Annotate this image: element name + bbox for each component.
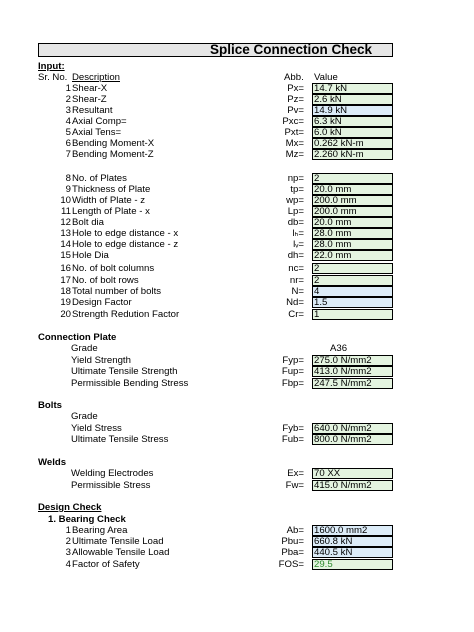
value-cell[interactable]: 200.0 mm — [312, 195, 393, 206]
row-abbreviation: Lp= — [287, 206, 304, 217]
row-description: Bending Moment-Z — [72, 149, 154, 160]
row-abbreviation: Fw= — [285, 480, 304, 491]
row-abbreviation: Pbu= — [281, 536, 304, 547]
row-abbreviation: Ab= — [286, 525, 304, 536]
row-number: 12 — [60, 217, 71, 228]
row-number: 1 — [65, 83, 71, 94]
row-description: No. of bolt rows — [72, 275, 139, 286]
row-description: Design Factor — [72, 297, 132, 308]
row-abbreviation: Fub= — [281, 434, 304, 445]
row-number: 17 — [60, 275, 71, 286]
row-abbreviation: tp= — [290, 184, 304, 195]
row-abbreviation: Pxt= — [284, 127, 304, 138]
value-cell[interactable]: 22.0 mm — [312, 250, 393, 261]
row-number: 8 — [65, 173, 71, 184]
value-cell[interactable]: 6.0 kN — [312, 127, 393, 138]
row-abbreviation: lₕ= — [292, 228, 304, 239]
row-description: Ultimate Tensile Stress — [71, 434, 169, 445]
row-description: Permissible Bending Stress — [71, 378, 189, 389]
value-cell[interactable]: 20.0 mm — [312, 184, 393, 195]
value-cell[interactable]: 2 — [312, 275, 393, 286]
value-cell[interactable]: 1 — [312, 309, 393, 320]
value-cell[interactable]: 20.0 mm — [312, 217, 393, 228]
value-cell[interactable]: 6.3 kN — [312, 116, 393, 127]
row-abbreviation: Nd= — [286, 297, 304, 308]
value-cell[interactable]: 413.0 N/mm2 — [312, 366, 393, 377]
welds-heading: Welds — [38, 457, 67, 468]
row-description: Thickness of Plate — [72, 184, 151, 195]
row-abbreviation: nc= — [288, 263, 304, 274]
row-description: Length of Plate - x — [72, 206, 150, 217]
row-number: 6 — [65, 138, 71, 149]
value-cell[interactable]: 14.9 kN — [312, 105, 393, 116]
value-cell[interactable]: 275.0 N/mm2 — [312, 355, 393, 366]
row-description: Welding Electrodes — [71, 468, 154, 479]
row-description: No. of Plates — [72, 173, 127, 184]
row-description: Factor of Safety — [72, 559, 140, 570]
bolts-heading: Bolts — [38, 400, 62, 411]
row-number: 18 — [60, 286, 71, 297]
row-description: Axial Tens= — [72, 127, 122, 138]
row-abbreviation: Pv= — [287, 105, 304, 116]
value-cell[interactable]: 800.0 N/mm2 — [312, 434, 393, 445]
row-number: 2 — [65, 536, 71, 547]
row-abbreviation: Cr= — [288, 309, 304, 320]
row-description: Hole to edge distance - z — [72, 239, 179, 250]
value-cell[interactable]: 200.0 mm — [312, 206, 393, 217]
row-abbreviation: Mz= — [285, 149, 304, 160]
row-abbreviation: Ex= — [287, 468, 304, 479]
row-number: 14 — [60, 239, 71, 250]
row-description: Shear-Z — [72, 94, 107, 105]
row-description: Yield Strength — [71, 355, 131, 366]
row-description: Strength Redution Factor — [72, 309, 180, 320]
row-description: Axial Comp= — [72, 116, 127, 127]
row-abbreviation: FOS= — [278, 559, 304, 570]
row-number: 16 — [60, 263, 71, 274]
srno-header: Sr. No. — [38, 72, 68, 83]
value-cell[interactable]: 28.0 mm — [312, 228, 393, 239]
row-abbreviation: Fbp= — [281, 378, 304, 389]
row-description: Resultant — [72, 105, 113, 116]
row-description: Width of Plate - z — [72, 195, 146, 206]
row-description: Ultimate Tensile Strength — [71, 366, 178, 377]
value-cell[interactable]: 415.0 N/mm2 — [312, 480, 393, 491]
row-number: 3 — [65, 547, 71, 558]
row-number: 4 — [65, 559, 71, 570]
value-cell[interactable]: 1600.0 mm2 — [312, 525, 393, 536]
row-abbreviation: Mx= — [285, 138, 304, 149]
value-cell[interactable]: 2.6 kN — [312, 94, 393, 105]
abb-header: Abb. — [284, 72, 304, 83]
row-abbreviation: N= — [291, 286, 304, 297]
page-title: Splice Connection Check — [210, 42, 373, 57]
row-number: 20 — [60, 309, 71, 320]
row-number: 15 — [60, 250, 71, 261]
grade-label: Grade — [71, 343, 98, 354]
value-cell[interactable]: 2 — [312, 173, 393, 184]
value-cell[interactable]: 14.7 kN — [312, 83, 393, 94]
description-header: Description — [72, 72, 120, 83]
value-cell[interactable]: 1.5 — [312, 297, 393, 308]
value-cell[interactable]: 0.262 kN-m — [312, 138, 393, 149]
value-cell[interactable]: 70 XX — [312, 468, 393, 479]
value-header: Value — [314, 72, 338, 83]
row-description: Bending Moment-X — [72, 138, 155, 149]
row-number: 19 — [60, 297, 71, 308]
row-abbreviation: Fyb= — [282, 423, 304, 434]
row-abbreviation: db= — [287, 217, 304, 228]
value-cell[interactable]: 640.0 N/mm2 — [312, 423, 393, 434]
row-abbreviation: Fyp= — [282, 355, 304, 366]
fos-value-cell[interactable]: 29.5 — [312, 559, 393, 570]
grade-label: Grade — [71, 411, 98, 422]
value-cell[interactable]: 28.0 mm — [312, 239, 393, 250]
grade-value: A36 — [330, 343, 348, 354]
row-description: Total number of bolts — [72, 286, 162, 297]
row-number: 5 — [65, 127, 71, 138]
row-abbreviation: lᵥ= — [293, 239, 304, 250]
row-description: Hole Dia — [72, 250, 109, 261]
row-number: 11 — [61, 206, 71, 217]
connection-plate-heading: Connection Plate — [38, 332, 117, 343]
value-cell[interactable]: 4 — [312, 286, 393, 297]
row-number: 4 — [65, 116, 71, 127]
value-cell[interactable]: 2 — [312, 263, 393, 274]
value-cell[interactable]: 440.5 kN — [312, 547, 393, 558]
value-cell[interactable]: 247.5 N/mm2 — [312, 378, 393, 389]
value-cell[interactable]: 660.8 kN — [312, 536, 393, 547]
row-number: 2 — [65, 94, 71, 105]
row-number: 3 — [65, 105, 71, 116]
row-abbreviation: Px= — [287, 83, 304, 94]
bearing-check-heading: 1. Bearing Check — [48, 514, 126, 525]
row-abbreviation: Pxc= — [282, 116, 304, 127]
row-abbreviation: Pz= — [287, 94, 304, 105]
row-description: Yield Stress — [71, 423, 122, 434]
row-number: 10 — [60, 195, 71, 206]
row-description: Bolt dia — [72, 217, 104, 228]
value-cell[interactable]: 2.260 kN-m — [312, 149, 393, 160]
row-number: 9 — [65, 184, 71, 195]
row-description: Ultimate Tensile Load — [72, 536, 164, 547]
row-number: 7 — [65, 149, 71, 160]
row-abbreviation: nr= — [289, 275, 304, 286]
row-abbreviation: wp= — [286, 195, 304, 206]
row-description: No. of bolt columns — [72, 263, 155, 274]
row-number: 1 — [65, 525, 71, 536]
row-abbreviation: Fup= — [281, 366, 304, 377]
row-abbreviation: np= — [287, 173, 304, 184]
input-heading: Input: — [38, 61, 65, 72]
row-description: Shear-X — [72, 83, 108, 94]
row-description: Permissible Stress — [71, 480, 151, 491]
row-number: 13 — [60, 228, 71, 239]
row-description: Allowable Tensile Load — [72, 547, 170, 558]
row-description: Hole to edge distance - x — [72, 228, 179, 239]
row-abbreviation: Pba= — [281, 547, 304, 558]
row-description: Bearing Area — [72, 525, 128, 536]
row-abbreviation: dh= — [287, 250, 304, 261]
design-check-heading: Design Check — [38, 502, 102, 513]
